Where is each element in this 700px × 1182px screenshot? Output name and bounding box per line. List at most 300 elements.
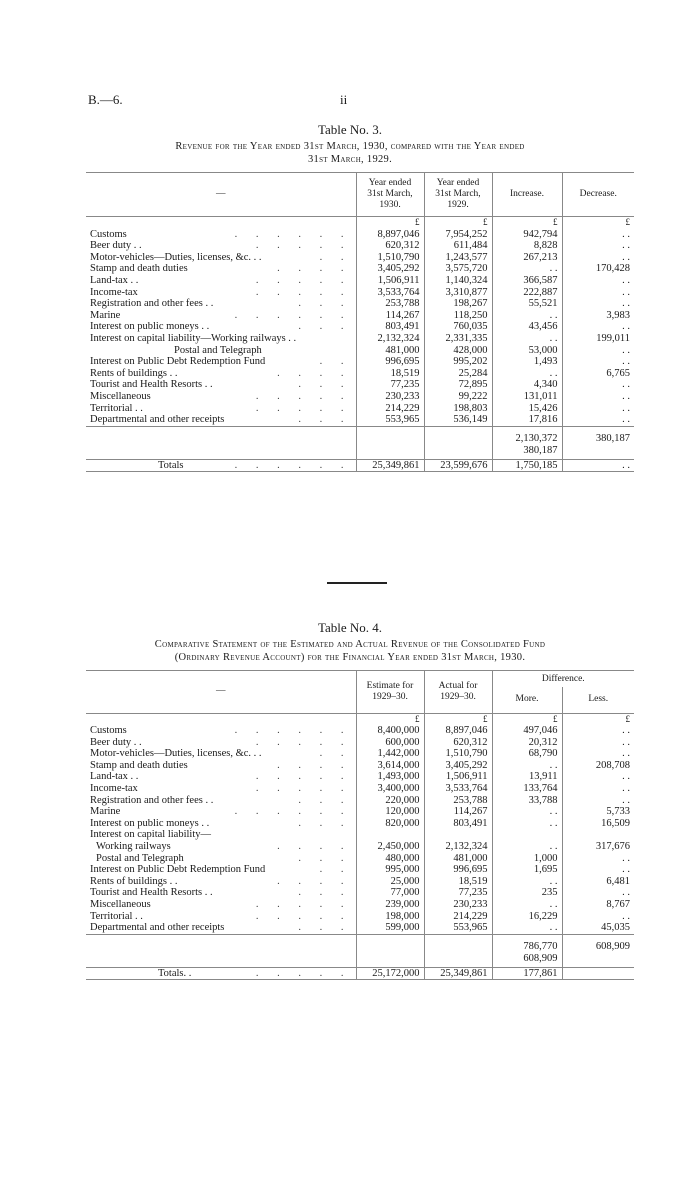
row-label: Interest on public moneys . . bbox=[90, 321, 210, 333]
cell-c3: 17,816 bbox=[492, 414, 562, 426]
totals-label: Totals bbox=[158, 459, 184, 471]
cell-c3: 131,011 bbox=[492, 391, 562, 403]
subtotal2-c1 bbox=[356, 445, 424, 460]
table-row bbox=[86, 310, 634, 322]
cell-c3: 267,213 bbox=[492, 252, 562, 264]
cell-c3: . . bbox=[492, 818, 562, 830]
cell-c3: . . bbox=[492, 368, 562, 380]
cell-c4: 208,708 bbox=[562, 760, 634, 772]
table-row bbox=[86, 263, 634, 275]
cell-c3: 8,828 bbox=[492, 240, 562, 252]
table4-header-col1: Estimate for 1929–30. bbox=[356, 671, 424, 714]
table3-header-col2: Year ended 31st March, 1929. bbox=[424, 173, 492, 217]
cell-c1 bbox=[356, 829, 424, 841]
subtotal2-blank bbox=[86, 445, 356, 460]
cell-c3: 497,046 bbox=[492, 725, 562, 737]
table3-header-col3: Increase. bbox=[492, 173, 562, 217]
row-label-cell bbox=[86, 321, 356, 333]
row-label-cell bbox=[86, 864, 356, 876]
row-label-cell bbox=[86, 298, 356, 310]
cell-c3: 20,312 bbox=[492, 737, 562, 749]
row-label-cell bbox=[86, 748, 356, 760]
cell-c1: 214,229 bbox=[356, 403, 424, 415]
row-label-cell bbox=[86, 795, 356, 807]
cell-c1: 820,000 bbox=[356, 818, 424, 830]
leader-dots: . . . . . . bbox=[234, 309, 352, 321]
table-row bbox=[86, 298, 634, 310]
table-row bbox=[86, 864, 634, 876]
cell-c2: 3,575,720 bbox=[424, 263, 492, 275]
cell-c2: 72,895 bbox=[424, 379, 492, 391]
leader-dots: . . . . bbox=[277, 367, 352, 379]
totals-c1: 25,349,861 bbox=[356, 459, 424, 472]
currency-symbol: £ bbox=[562, 713, 634, 725]
table-row bbox=[86, 922, 634, 934]
leader-dots: . . . . . . bbox=[234, 725, 352, 737]
cell-c2: 99,222 bbox=[424, 391, 492, 403]
leader-dots: . . . bbox=[298, 794, 352, 806]
cell-c3: 43,456 bbox=[492, 321, 562, 333]
cell-c1: 18,519 bbox=[356, 368, 424, 380]
cell-c3: 1,695 bbox=[492, 864, 562, 876]
row-label-cell bbox=[86, 356, 356, 368]
leader-dots: . . . bbox=[298, 887, 352, 899]
row-label-cell bbox=[86, 240, 356, 252]
row-label: Registration and other fees . . bbox=[90, 298, 214, 310]
row-label-cell bbox=[86, 806, 356, 818]
row-label-cell bbox=[86, 333, 356, 345]
table-row bbox=[86, 853, 634, 865]
cell-c2: 996,695 bbox=[424, 864, 492, 876]
cell-c1: 553,965 bbox=[356, 414, 424, 426]
table-row bbox=[86, 748, 634, 760]
cell-c4: 45,035 bbox=[562, 922, 634, 934]
table3-caption bbox=[60, 140, 640, 166]
cell-c3: . . bbox=[492, 922, 562, 934]
currency-row bbox=[86, 217, 634, 229]
leader-dots: . . . . bbox=[277, 841, 352, 853]
table4-header-col4: Less. bbox=[562, 687, 634, 713]
currency-symbol: £ bbox=[356, 217, 424, 229]
leader-dots: . . . bbox=[298, 922, 352, 934]
cell-c1: 620,312 bbox=[356, 240, 424, 252]
leader-dots: . . . . . bbox=[255, 899, 352, 910]
table-row bbox=[86, 876, 634, 888]
row-label: Miscellaneous bbox=[90, 899, 151, 910]
cell-c2 bbox=[424, 829, 492, 841]
leader-dots: . . . . . bbox=[255, 967, 352, 979]
cell-c2: 536,149 bbox=[424, 414, 492, 426]
leader-dots: . . bbox=[319, 864, 352, 876]
row-label: Interest on Public Debt Redemption Fund bbox=[90, 864, 266, 876]
currency-blank bbox=[86, 713, 356, 725]
subtotal2-c4 bbox=[562, 953, 634, 968]
cell-c3: . . bbox=[492, 876, 562, 888]
cell-c4: 317,676 bbox=[562, 841, 634, 853]
subtotal-blank bbox=[86, 934, 356, 953]
currency-blank bbox=[86, 217, 356, 229]
totals-c1: 25,172,000 bbox=[356, 967, 424, 980]
totals-label-cell bbox=[86, 967, 356, 980]
row-label-cell bbox=[86, 287, 356, 299]
row-label-cell bbox=[86, 368, 356, 380]
cell-c2: 8,897,046 bbox=[424, 725, 492, 737]
row-label-cell bbox=[86, 771, 356, 783]
currency-symbol: £ bbox=[356, 713, 424, 725]
cell-c3: . . bbox=[492, 841, 562, 853]
row-label: Tourist and Health Resorts . . bbox=[90, 887, 213, 899]
row-label: Interest on Public Debt Redemption Fund bbox=[90, 356, 266, 368]
row-label: Miscellaneous bbox=[90, 390, 151, 402]
cell-c3: 33,788 bbox=[492, 795, 562, 807]
leader-dots: . . . bbox=[298, 817, 352, 829]
currency-symbol: £ bbox=[492, 217, 562, 229]
cell-c3: 1,000 bbox=[492, 853, 562, 865]
cell-c1: 1,506,911 bbox=[356, 275, 424, 287]
table4 bbox=[86, 670, 634, 980]
cell-c4: 199,011 bbox=[562, 333, 634, 345]
leader-dots: . . . . . . bbox=[234, 228, 352, 240]
cell-c3: . . bbox=[492, 333, 562, 345]
table-row bbox=[86, 899, 634, 911]
cell-c4: 170,428 bbox=[562, 263, 634, 275]
row-label-cell bbox=[86, 229, 356, 241]
subtotal-c3a: 786,770 bbox=[492, 934, 562, 953]
cell-c2: 428,000 bbox=[424, 345, 492, 357]
cell-c1: 481,000 bbox=[356, 345, 424, 357]
cell-c1: 2,450,000 bbox=[356, 841, 424, 853]
row-label: Interest on capital liability— bbox=[90, 829, 212, 841]
row-label-cell bbox=[86, 829, 356, 841]
cell-c2: 760,035 bbox=[424, 321, 492, 333]
leader-dots: . . bbox=[319, 356, 352, 368]
page-reference: B.—6. bbox=[88, 92, 123, 107]
row-label: Beer duty . . bbox=[90, 736, 142, 748]
cell-c1: 114,267 bbox=[356, 310, 424, 322]
subtotal-c4: 608,909 bbox=[562, 934, 634, 953]
table-row bbox=[86, 806, 634, 818]
row-label: Postal and Telegraph bbox=[174, 344, 262, 356]
totals-row bbox=[86, 459, 634, 472]
cell-c3: 53,000 bbox=[492, 345, 562, 357]
totals-c4 bbox=[562, 967, 634, 980]
cell-c1: 198,000 bbox=[356, 911, 424, 923]
cell-c4: . . bbox=[562, 783, 634, 795]
cell-c2: 1,243,577 bbox=[424, 252, 492, 264]
cell-c4: . . bbox=[562, 356, 634, 368]
subtotal-c4: 380,187 bbox=[562, 426, 634, 445]
leader-dots: . . . . . bbox=[255, 240, 352, 252]
table3-caption-line2: 31st March, 1929. bbox=[307, 154, 393, 165]
cell-c2: 18,519 bbox=[424, 876, 492, 888]
cell-c4: . . bbox=[562, 414, 634, 426]
cell-c2: 214,229 bbox=[424, 911, 492, 923]
table4-header-col2: Actual for 1929–30. bbox=[424, 671, 492, 714]
table4-caption-line2: (Ordinary Revenue Account) for the Financial Year ended 31st March, 1930. bbox=[174, 652, 526, 663]
cell-c1: 3,533,764 bbox=[356, 287, 424, 299]
row-label: Rents of buildings . . bbox=[90, 367, 178, 379]
cell-c4: . . bbox=[562, 748, 634, 760]
cell-c3: 942,794 bbox=[492, 229, 562, 241]
cell-c1: 996,695 bbox=[356, 356, 424, 368]
cell-c3: . . bbox=[492, 263, 562, 275]
cell-c4: . . bbox=[562, 737, 634, 749]
table4-header-difference: Difference. bbox=[492, 671, 634, 688]
row-label: Land-tax . . bbox=[90, 274, 139, 286]
row-label: Marine bbox=[90, 309, 121, 321]
row-label: Tourist and Health Resorts . . bbox=[90, 379, 213, 391]
leader-dots: . . . . bbox=[277, 263, 352, 275]
row-label-cell bbox=[86, 414, 356, 426]
cell-c4: . . bbox=[562, 252, 634, 264]
row-label-cell bbox=[86, 252, 356, 264]
cell-c2: 553,965 bbox=[424, 922, 492, 934]
cell-c3: 235 bbox=[492, 887, 562, 899]
table-row bbox=[86, 771, 634, 783]
cell-c4: 3,983 bbox=[562, 310, 634, 322]
cell-c1: 600,000 bbox=[356, 737, 424, 749]
cell-c4: 8,767 bbox=[562, 899, 634, 911]
cell-c1: 230,233 bbox=[356, 391, 424, 403]
row-label: Departmental and other receipts bbox=[90, 922, 225, 934]
cell-c2: 25,284 bbox=[424, 368, 492, 380]
subtotal2-c2 bbox=[424, 953, 492, 968]
currency-symbol: £ bbox=[424, 713, 492, 725]
cell-c2: 995,202 bbox=[424, 356, 492, 368]
subtotal-c3a: 2,130,372 bbox=[492, 426, 562, 445]
table-row bbox=[86, 911, 634, 923]
subtotal2-c1 bbox=[356, 953, 424, 968]
cell-c2: 3,405,292 bbox=[424, 760, 492, 772]
subtotal-row bbox=[86, 426, 634, 445]
totals-row bbox=[86, 967, 634, 980]
cell-c2: 7,954,252 bbox=[424, 229, 492, 241]
cell-c1: 77,000 bbox=[356, 887, 424, 899]
row-label: Territorial . . bbox=[90, 402, 143, 414]
table3-header-label: — bbox=[86, 173, 356, 217]
cell-c4: . . bbox=[562, 911, 634, 923]
cell-c3: 13,911 bbox=[492, 771, 562, 783]
cell-c3: 15,426 bbox=[492, 403, 562, 415]
row-label-cell bbox=[86, 841, 356, 853]
table-row bbox=[86, 795, 634, 807]
row-label-cell bbox=[86, 876, 356, 888]
totals-label-cell bbox=[86, 459, 356, 472]
table-row bbox=[86, 414, 634, 426]
leader-dots: . . . . . bbox=[255, 783, 352, 795]
subtotal-c3b: 608,909 bbox=[492, 953, 562, 968]
table-row bbox=[86, 818, 634, 830]
table-row bbox=[86, 391, 634, 403]
leader-dots: . . . bbox=[298, 321, 352, 333]
leader-dots: . . . bbox=[298, 298, 352, 310]
subtotal-c1 bbox=[356, 426, 424, 445]
cell-c1: 480,000 bbox=[356, 853, 424, 865]
cell-c2: 253,788 bbox=[424, 795, 492, 807]
table-row bbox=[86, 240, 634, 252]
cell-c2: 1,506,911 bbox=[424, 771, 492, 783]
cell-c3: . . bbox=[492, 806, 562, 818]
subtotal2-blank bbox=[86, 953, 356, 968]
cell-c1: 239,000 bbox=[356, 899, 424, 911]
row-label-cell bbox=[86, 887, 356, 899]
cell-c3: 55,521 bbox=[492, 298, 562, 310]
cell-c2: 1,140,324 bbox=[424, 275, 492, 287]
cell-c3: 4,340 bbox=[492, 379, 562, 391]
cell-c4: . . bbox=[562, 771, 634, 783]
subtotal-row bbox=[86, 934, 634, 953]
cell-c2: 77,235 bbox=[424, 887, 492, 899]
cell-c3 bbox=[492, 829, 562, 841]
cell-c1: 220,000 bbox=[356, 795, 424, 807]
cell-c4: . . bbox=[562, 864, 634, 876]
totals-c2: 23,599,676 bbox=[424, 459, 492, 472]
cell-c2: 1,510,790 bbox=[424, 748, 492, 760]
table-row bbox=[86, 829, 634, 841]
row-label: Beer duty . . bbox=[90, 240, 142, 252]
row-label-cell bbox=[86, 760, 356, 772]
cell-c1: 3,614,000 bbox=[356, 760, 424, 772]
subtotal-c1 bbox=[356, 934, 424, 953]
leader-dots: . . . . bbox=[277, 759, 352, 771]
cell-c3: 68,790 bbox=[492, 748, 562, 760]
cell-c1: 3,405,292 bbox=[356, 263, 424, 275]
cell-c4: . . bbox=[562, 725, 634, 737]
table-row bbox=[86, 841, 634, 853]
row-label: Income-tax bbox=[90, 286, 138, 298]
row-label: Stamp and death duties bbox=[90, 263, 188, 275]
totals-c4: . . bbox=[562, 459, 634, 472]
currency-symbol: £ bbox=[424, 217, 492, 229]
row-label-cell bbox=[86, 310, 356, 322]
cell-c3: . . bbox=[492, 310, 562, 322]
row-label-cell bbox=[86, 379, 356, 391]
section-divider bbox=[327, 582, 387, 584]
leader-dots: . . bbox=[319, 748, 352, 760]
cell-c4: . . bbox=[562, 853, 634, 865]
row-label: Working railways bbox=[96, 841, 171, 853]
leader-dots: . . . . . bbox=[255, 274, 352, 286]
subtotal-c2 bbox=[424, 934, 492, 953]
cell-c4: . . bbox=[562, 229, 634, 241]
cell-c2: 620,312 bbox=[424, 737, 492, 749]
cell-c4: . . bbox=[562, 391, 634, 403]
row-label-cell bbox=[86, 911, 356, 923]
row-label: Rents of buildings . . bbox=[90, 875, 178, 887]
row-label: Customs bbox=[90, 725, 127, 737]
subtotal2-c4 bbox=[562, 445, 634, 460]
leader-dots: . . . . . . bbox=[234, 459, 352, 471]
table3 bbox=[86, 172, 634, 472]
row-label-cell bbox=[86, 275, 356, 287]
table4-header-col3: More. bbox=[492, 687, 562, 713]
leader-dots: . . bbox=[319, 251, 352, 263]
cell-c1: 1,493,000 bbox=[356, 771, 424, 783]
subtotal2-c2 bbox=[424, 445, 492, 460]
cell-c2: 198,267 bbox=[424, 298, 492, 310]
table4-caption bbox=[60, 638, 640, 664]
table-row bbox=[86, 760, 634, 772]
currency-row bbox=[86, 713, 634, 725]
row-label: Territorial . . bbox=[90, 910, 143, 922]
cell-c4: 6,481 bbox=[562, 876, 634, 888]
cell-c4: 16,509 bbox=[562, 818, 634, 830]
leader-dots: . . . . . bbox=[255, 390, 352, 402]
cell-c3: . . bbox=[492, 760, 562, 772]
row-label-cell bbox=[86, 818, 356, 830]
leader-dots: . . . . . . bbox=[234, 806, 352, 818]
cell-c2: 3,533,764 bbox=[424, 783, 492, 795]
cell-c1: 599,000 bbox=[356, 922, 424, 934]
cell-c2: 611,484 bbox=[424, 240, 492, 252]
leader-dots: . . . bbox=[298, 852, 352, 864]
cell-c4: 6,765 bbox=[562, 368, 634, 380]
cell-c4: . . bbox=[562, 275, 634, 287]
cell-c2: 2,331,335 bbox=[424, 333, 492, 345]
row-label: Departmental and other receipts bbox=[90, 414, 225, 426]
subtotal-c2 bbox=[424, 426, 492, 445]
table-row bbox=[86, 287, 634, 299]
row-label: Interest on capital liability—Working railways . . bbox=[90, 332, 297, 344]
subtotal-row-2 bbox=[86, 445, 634, 460]
row-label-cell bbox=[86, 345, 356, 357]
subtotal-blank bbox=[86, 426, 356, 445]
table-row bbox=[86, 229, 634, 241]
cell-c1: 253,788 bbox=[356, 298, 424, 310]
table3-header-col1: Year ended 31st March, 1930. bbox=[356, 173, 424, 217]
table-row bbox=[86, 275, 634, 287]
table-row bbox=[86, 737, 634, 749]
leader-dots: . . . . bbox=[277, 875, 352, 887]
row-label: Income-tax bbox=[90, 783, 138, 795]
leader-dots: . . . bbox=[298, 414, 352, 426]
totals-c2: 25,349,861 bbox=[424, 967, 492, 980]
cell-c1: 25,000 bbox=[356, 876, 424, 888]
cell-c1: 8,400,000 bbox=[356, 725, 424, 737]
table3-title: Table No. 3. bbox=[317, 122, 383, 137]
row-label: Motor-vehicles—Duties, licenses, &c. . . bbox=[90, 748, 262, 760]
row-label-cell bbox=[86, 922, 356, 934]
leader-dots: . . . . . bbox=[255, 910, 352, 922]
cell-c1: 1,442,000 bbox=[356, 748, 424, 760]
cell-c4: . . bbox=[562, 240, 634, 252]
leader-dots: . . . . . bbox=[255, 286, 352, 298]
row-label: Stamp and death duties bbox=[90, 759, 188, 771]
cell-c3: 1,493 bbox=[492, 356, 562, 368]
row-label-cell bbox=[86, 391, 356, 403]
cell-c1: 2,132,324 bbox=[356, 333, 424, 345]
cell-c4: . . bbox=[562, 321, 634, 333]
cell-c2: 2,132,324 bbox=[424, 841, 492, 853]
cell-c4: . . bbox=[562, 379, 634, 391]
cell-c4: . . bbox=[562, 887, 634, 899]
totals-c3: 1,750,185 bbox=[492, 459, 562, 472]
currency-symbol: £ bbox=[562, 217, 634, 229]
currency-symbol: £ bbox=[492, 713, 562, 725]
cell-c3: . . bbox=[492, 899, 562, 911]
table-row bbox=[86, 725, 634, 737]
table-row bbox=[86, 333, 634, 345]
row-label: Marine bbox=[90, 806, 121, 818]
leader-dots: . . . bbox=[298, 379, 352, 391]
subtotal-row-2 bbox=[86, 953, 634, 968]
row-label: Registration and other fees . . bbox=[90, 794, 214, 806]
cell-c3: 16,229 bbox=[492, 911, 562, 923]
row-label: Motor-vehicles—Duties, licenses, &c. . . bbox=[90, 251, 262, 263]
row-label: Interest on public moneys . . bbox=[90, 817, 210, 829]
table-row bbox=[86, 379, 634, 391]
table-row bbox=[86, 368, 634, 380]
